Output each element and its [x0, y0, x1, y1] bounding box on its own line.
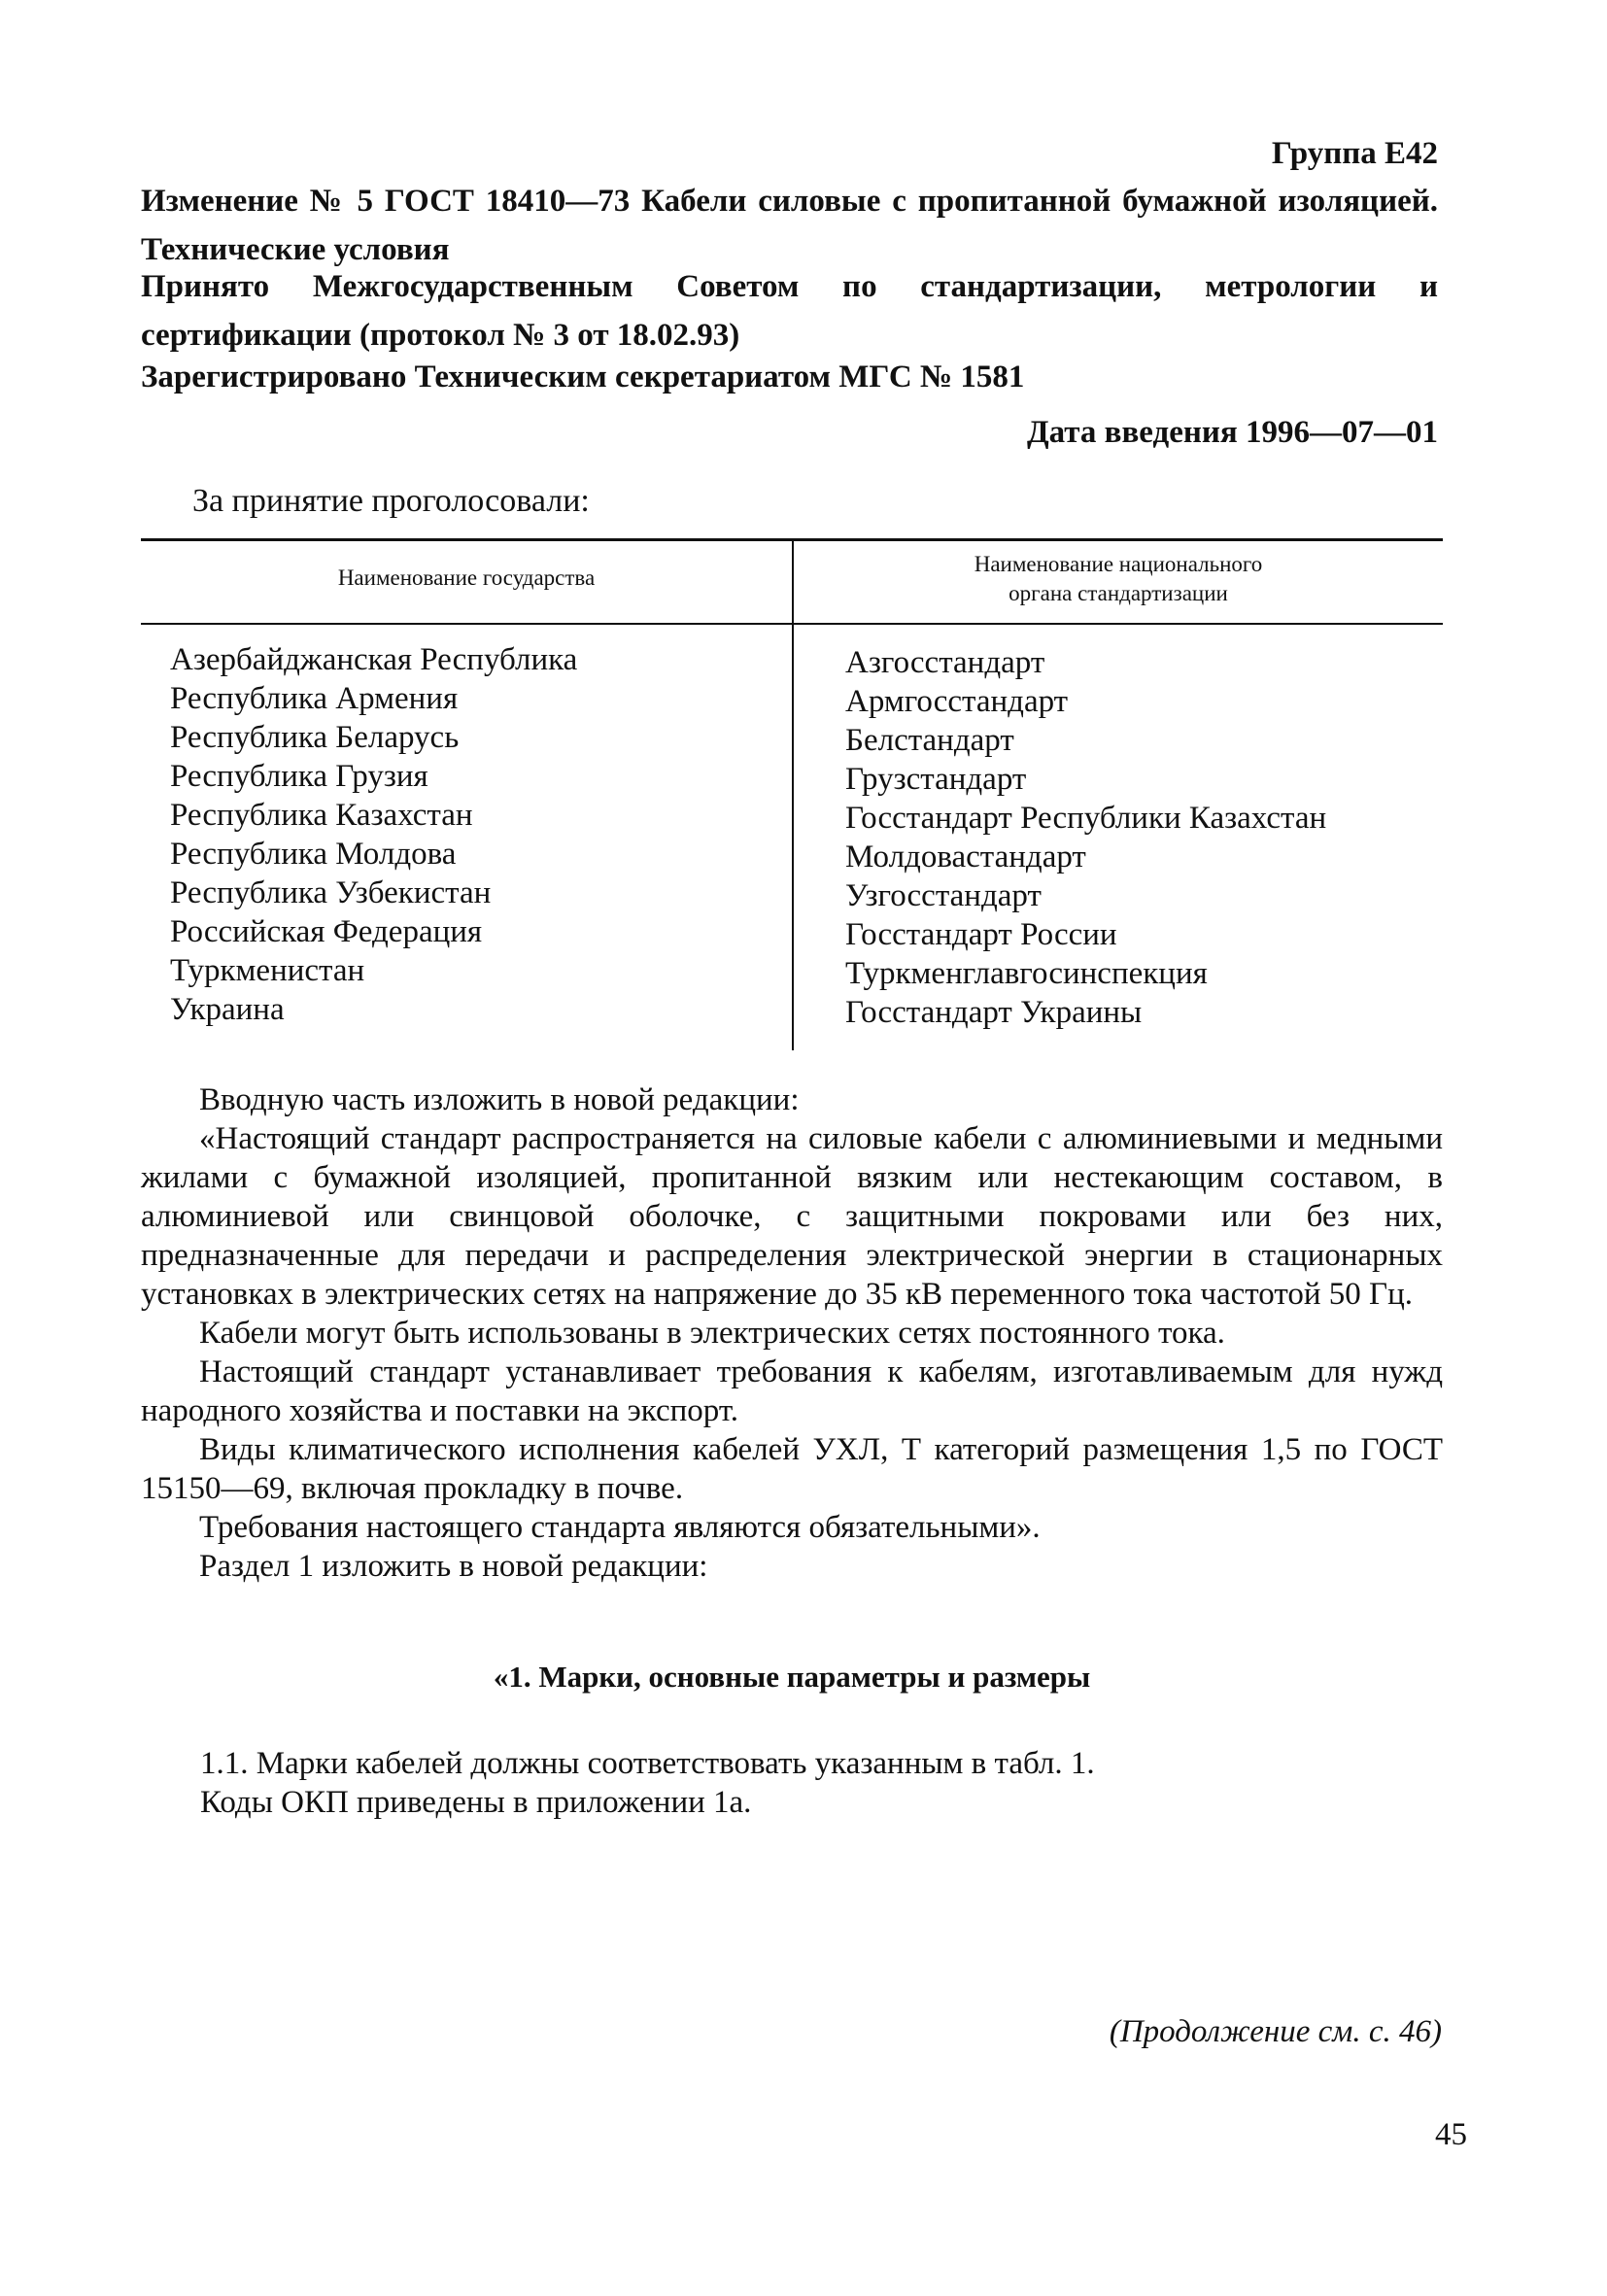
table-row-body: Грузстандарт	[845, 762, 1027, 797]
column-header-state: Наименование государства	[337, 565, 596, 590]
voting-table	[141, 538, 1443, 1050]
clause-block	[200, 1744, 1095, 1822]
page-number: 45	[1435, 2117, 1467, 2152]
column-header-body-line2: органа стандартизации	[1009, 581, 1228, 605]
table-column-divider	[792, 538, 794, 1050]
table-row-body: Туркменглавгосинспекция	[845, 956, 1208, 991]
table-row-state: Республика Грузия	[170, 759, 428, 794]
table-row-state: Республика Беларусь	[170, 720, 460, 755]
table-row-body: Белстандарт	[845, 723, 1014, 758]
table-row-body: Госстандарт Украины	[845, 995, 1143, 1030]
paragraph: Кабели могут быть использованы в электрических сетях постоянного тока.	[199, 1316, 1225, 1351]
adoption-note: Принято Межгосударственным Советом по стандартизации, метрологии и сертификации (протокол № 3 от 18.02.93)	[141, 269, 1438, 353]
group-code: Группа Е42	[1271, 136, 1438, 171]
section-title: «1. Марки, основные параметры и размеры	[493, 1660, 1091, 1694]
paragraph: Требования настоящего стандарта являются обязательными».	[199, 1510, 1041, 1545]
column-bodies	[845, 643, 1326, 1032]
paragraph: «Настоящий стандарт распространяется на силовые кабели с алюминиевыми и медными жилами с бумажной изоляцией, пропитанной вязким или нестекающим составом, в алюминиевой или свинцовой оболочке, с защитными покровами или без них, предназначенные для передачи и распределения электрической энергии в стационарных установках в электрических сетях на напряжение до 35 кВ переменного тока частотой 50 Гц.	[141, 1121, 1443, 1312]
voting-intro: За принятие проголосовали:	[192, 483, 590, 519]
table-row-state: Азербайджанская Республика	[170, 642, 578, 677]
table-row-body: Азгосстандарт	[845, 645, 1045, 680]
table-row-state: Украина	[170, 992, 285, 1027]
column-states	[170, 640, 577, 1029]
table-row-state: Республика Армения	[170, 681, 459, 716]
table-row-state: Российская Федерация	[170, 914, 483, 949]
effective-date: Дата введения 1996—07—01	[1026, 415, 1438, 450]
table-row-state: Республика Казахстан	[170, 798, 473, 833]
body-text	[141, 1080, 1443, 1586]
table-row-state: Республика Молдова	[170, 837, 457, 872]
table-row-body: Госстандарт России	[845, 917, 1117, 952]
registration-note: Зарегистрировано Техническим секретариатом МГС № 1581	[141, 360, 1025, 394]
paragraph: Виды климатического исполнения кабелей УХЛ, Т категорий размещения 1,5 по ГОСТ 15150—69, включая прокладку в почве.	[141, 1432, 1443, 1506]
paragraph: Вводную часть изложить в новой редакции:	[199, 1082, 800, 1117]
table-row-body: Армгосстандарт	[845, 684, 1069, 719]
table-row-state: Туркменистан	[170, 953, 365, 988]
table-row-state: Республика Узбекистан	[170, 875, 492, 910]
continuation-note: (Продолжение см. с. 46)	[1109, 2014, 1442, 2049]
clause-1-1: 1.1. Марки кабелей должны соответствовать указанным в табл. 1.	[200, 1746, 1095, 1781]
change-title: Изменение № 5 ГОСТ 18410—73 Кабели силовые с пропитанной бумажной изоляцией. Технические условия	[141, 184, 1438, 267]
clause-okp: Коды ОКП приведены в приложении 1а.	[200, 1785, 752, 1820]
table-row-body: Молдовастандарт	[845, 840, 1086, 874]
paragraph: Настоящий стандарт устанавливает требования к кабелям, изготавливаемым для нужд народного хозяйства и поставки на экспорт.	[141, 1354, 1443, 1428]
column-header-body-line1: Наименование национального	[974, 552, 1263, 576]
paragraph: Раздел 1 изложить в новой редакции:	[199, 1549, 708, 1584]
column-header-body	[794, 550, 1443, 608]
table-row-body: Госстандарт Республики Казахстан	[845, 801, 1327, 836]
table-row-body: Узгосстандарт	[845, 878, 1042, 913]
